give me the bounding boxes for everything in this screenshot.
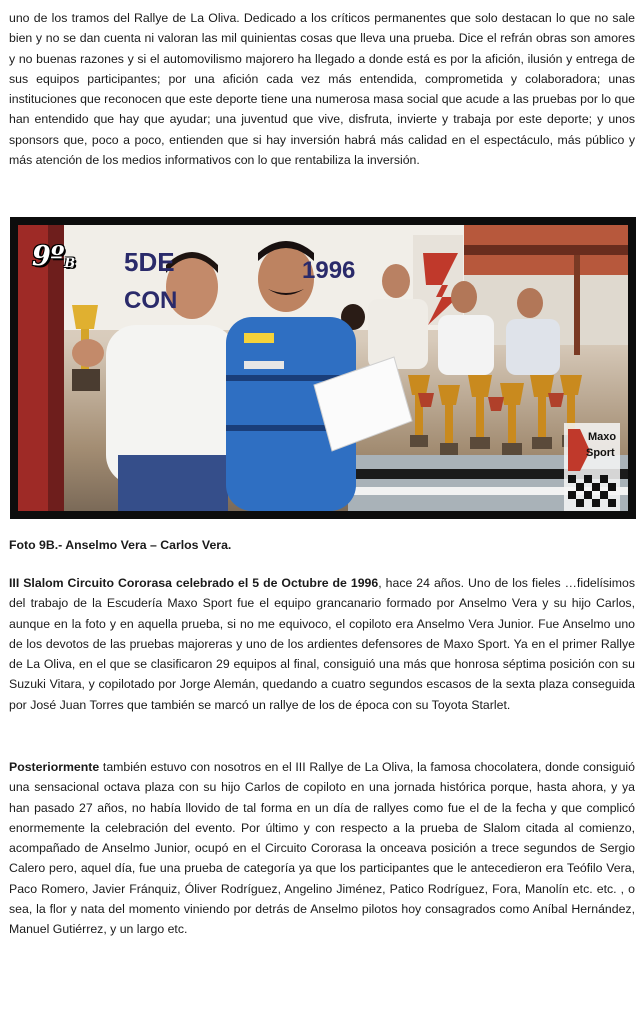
posteriormente-lead: Posteriormente [9,760,100,774]
photo-frame [10,217,636,519]
slalom-paragraph [9,573,635,715]
posteriormente-paragraph [9,757,635,940]
banner-date-text: 5DE [124,247,175,277]
posteriormente-text: también estuvo con nosotros en el III Rallye de La Oliva, la famosa chocolatera, donde consiguió una sensacional octava plaza con su hijo Carlos de copiloto en una jornada histórica porque, hasta ahora, y ya han pasado 27 años, no había llovido de tal forma en un día de rallyes como fue el de la fecha y que complicó enormemente la celebración del evento. Por último y con respecto a la prueba de Slalom citada al comienzo, acompañado de Anselmo Junior, ocupó en el Circuito Cororasa la onceava posición a trece segundos de Sergio Calero pero, aquel día, fue una prueba de categoría ya que los participantes que le antecedieron era Teófilo Vera, Paco Romero, Javier Fránquiz, Óliver Rodríguez, Angelino Jiménez, Patico Rodríguez, Fora, Manolín etc. etc. , o sea, la flor y nata del momento viniendo por detrás de Anselmo pilotos hoy consagrados como Aníbal Hernández, Manuel Gutiérrez, y un largo etc. [9,760,635,937]
watermark-sport-text: Sport [586,447,615,459]
banner-year-text: 1996 [302,257,356,284]
photo-caption: Foto 9B.- Anselmo Vera – Carlos Vera. [9,538,232,552]
photo-number-label: 9º$_B$ [32,241,76,272]
trophy-ceremony-photo [18,225,628,511]
intro-paragraph: uno de los tramos del Rallye de La Oliva. Dedicado a los críticos permanentes que solo destacan lo que no sale bien y no se dan cuenta ni valoran las mil quinientas cosas que lleva una prueba. Dice el refrán obras son amores y no buenas razones y si el automovilismo majorero ha llegado a donde está es por la afición, ilusión y entrega de sus equipos participantes; por una afición cada vez más entendida, comprometida y colaboradora; unas instituciones que reconocen que este deporte tiene una numerosa masa social que acude a las pruebas por lo que han entendido que hay que ayudar; una juventud que vive, disfruta, invierte y trabaja por este deporte; y unos sponsors que, poco a poco, entienden que si hay inversión habrá más calidad en el espectáculo, más público y más atención de los medios informativos con lo que rentabiliza la inversión. [9,11,635,168]
slalom-text: , hace 24 años. Uno de los fieles …fidelísimos del trabajo de la Escudería Maxo Sport fue el equipo grancanario formado por Anselmo Vera y su hijo Carlos, aunque en la foto y en aquella prueba, si no me equivoco, el copiloto era Anselmo Vera Junior. Fue Anselmo uno de los devotos de las pruebas majoreras y uno de los ardientes defensores de Maxo Sport. Ya en el primer Rallye de La Oliva, en el que se clasificaron 29 equipos al final, consiguió una más que honrosa séptima posición con su Suzuki Vitara, y copilotado por Jorge Alemán, quedando a cuatro segundos escasos de la sexta plaza conseguida por José Juan Torres que también se marcó un rallye de los de época con su Toyota Starlet. [9,576,636,712]
watermark-maxo-text: Maxo [588,431,617,443]
slalom-heading: III Slalom Circuito Cororasa celebrado el 5 de Octubre de 1996 [9,576,379,590]
banner-con-text: CON [124,287,178,314]
maxo-sport-watermark [564,423,620,511]
